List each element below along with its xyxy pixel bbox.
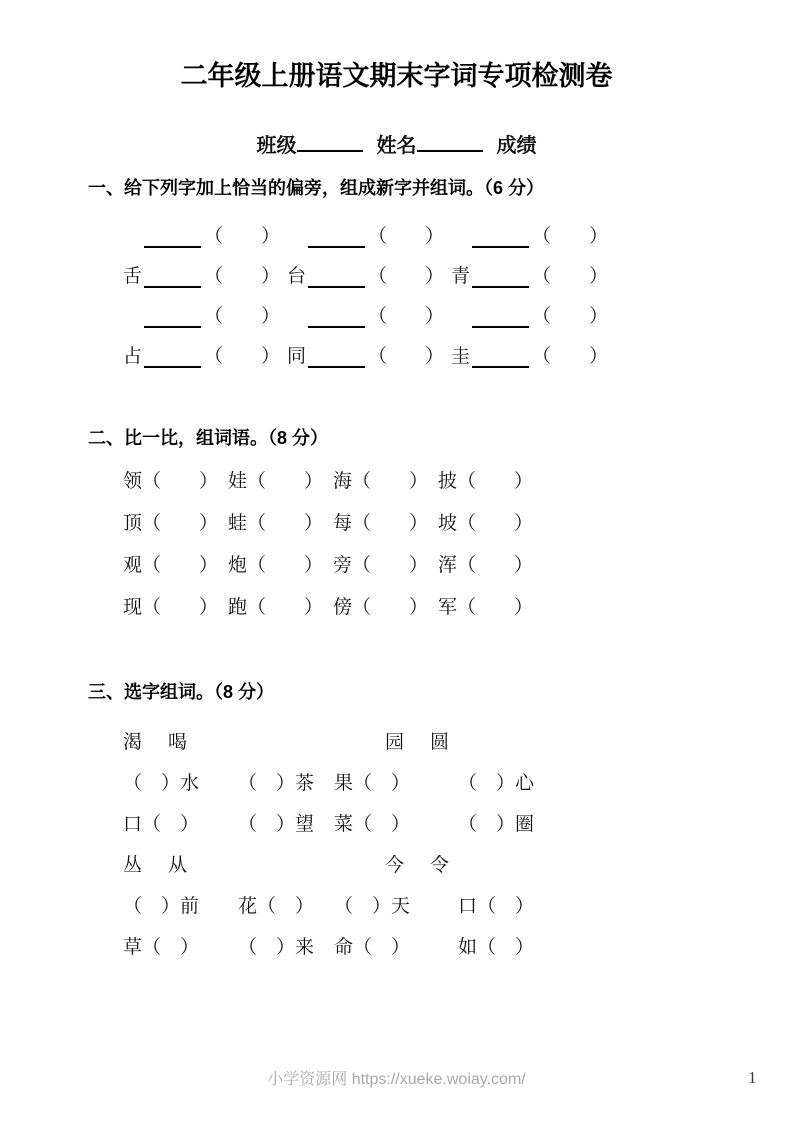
paren-blank: （ ） bbox=[204, 225, 281, 247]
compare-char: 现 bbox=[123, 596, 143, 618]
word-cell: 命（ ） bbox=[334, 937, 411, 958]
prefix-char: 舌 bbox=[123, 265, 143, 287]
compare-item bbox=[438, 466, 543, 493]
word-row bbox=[123, 925, 793, 966]
prefix-char: 青 bbox=[451, 265, 471, 287]
section-1-heading: 一、给下列字加上恰当的偏旁，组成新字并组词。（6 分） bbox=[88, 178, 545, 198]
footer-site-text: 小学资源网 https://xueke.woiay.com/ bbox=[267, 1071, 526, 1088]
section-3-heading: 三、选字组词。（8 分） bbox=[88, 682, 275, 702]
section-3-rows bbox=[123, 720, 793, 966]
choice-row bbox=[123, 720, 793, 761]
fill-item bbox=[451, 261, 615, 288]
compare-item bbox=[333, 508, 438, 535]
class-label: 班级 bbox=[256, 135, 297, 157]
word-row bbox=[123, 761, 793, 802]
paren-blank: （ ） bbox=[368, 265, 445, 287]
paren-blank: （ ） bbox=[532, 345, 609, 367]
answer-blank-line bbox=[308, 266, 365, 288]
compare-item bbox=[123, 508, 228, 535]
fill-row bbox=[123, 254, 793, 294]
student-info-line bbox=[0, 129, 793, 158]
compare-char: 观 bbox=[123, 554, 143, 576]
prefix-char: 占 bbox=[123, 345, 143, 367]
choice-char: 园 bbox=[385, 732, 405, 753]
word-cell: 菜（ ） bbox=[334, 814, 411, 835]
section-2-heading: 二、比一比，组词语。（8 分） bbox=[88, 428, 329, 448]
paren-blank: （ ） bbox=[142, 554, 219, 576]
compare-item bbox=[333, 592, 438, 619]
compare-char: 坡 bbox=[438, 512, 458, 534]
answer-blank-line bbox=[308, 226, 365, 248]
word-cell: （ ）圈 bbox=[458, 814, 535, 835]
paren-blank: （ ） bbox=[247, 470, 324, 492]
paren-blank: （ ） bbox=[532, 305, 609, 327]
paren-blank: （ ） bbox=[352, 470, 429, 492]
word-row bbox=[123, 884, 793, 925]
fill-item bbox=[123, 221, 287, 248]
compare-char: 顶 bbox=[123, 512, 143, 534]
name-label: 姓名 bbox=[376, 135, 417, 157]
compare-item bbox=[333, 550, 438, 577]
page-number: 1 bbox=[748, 1068, 757, 1087]
prefix-char: 同 bbox=[287, 345, 307, 367]
answer-blank-line bbox=[144, 346, 201, 368]
word-cell: 口（ ） bbox=[123, 814, 200, 835]
compare-char: 披 bbox=[438, 470, 458, 492]
answer-blank-line bbox=[144, 306, 201, 328]
compare-item bbox=[228, 508, 333, 535]
fill-item bbox=[451, 221, 615, 248]
paren-blank: （ ） bbox=[352, 596, 429, 618]
word-cell: （ ）茶 bbox=[238, 773, 315, 794]
paren-blank: （ ） bbox=[204, 345, 281, 367]
compare-char: 炮 bbox=[228, 554, 248, 576]
choice-char: 圆 bbox=[430, 732, 450, 753]
fill-row bbox=[123, 334, 793, 374]
answer-blank-line bbox=[308, 306, 365, 328]
compare-row bbox=[123, 584, 793, 626]
choice-row bbox=[123, 843, 793, 884]
compare-row bbox=[123, 542, 793, 584]
section-1-rows bbox=[123, 214, 793, 374]
paren-blank: （ ） bbox=[352, 512, 429, 534]
fill-item bbox=[123, 341, 287, 368]
compare-item bbox=[123, 466, 228, 493]
name-blank-line bbox=[417, 130, 483, 152]
word-cell: 花（ ） bbox=[238, 896, 315, 917]
choice-char: 渴 bbox=[123, 732, 143, 753]
fill-item bbox=[287, 221, 451, 248]
compare-item bbox=[333, 466, 438, 493]
compare-char: 浑 bbox=[438, 554, 458, 576]
compare-item bbox=[438, 508, 543, 535]
fill-row bbox=[123, 214, 793, 254]
paren-blank: （ ） bbox=[142, 596, 219, 618]
compare-char: 娃 bbox=[228, 470, 248, 492]
compare-char: 跑 bbox=[228, 596, 248, 618]
paren-blank: （ ） bbox=[368, 345, 445, 367]
choice-char: 今 bbox=[385, 855, 405, 876]
word-cell: （ ）望 bbox=[238, 814, 315, 835]
paren-blank: （ ） bbox=[247, 596, 324, 618]
fill-item bbox=[123, 261, 287, 288]
fill-item bbox=[451, 341, 615, 368]
paren-blank: （ ） bbox=[457, 596, 534, 618]
compare-item bbox=[228, 550, 333, 577]
page-title: 二年级上册语文期末字词专项检测卷 bbox=[180, 61, 613, 91]
fill-item bbox=[123, 301, 287, 328]
word-cell: 口（ ） bbox=[458, 896, 535, 917]
compare-char: 每 bbox=[333, 512, 353, 534]
compare-item bbox=[438, 550, 543, 577]
word-row bbox=[123, 802, 793, 843]
fill-item bbox=[287, 301, 451, 328]
compare-item bbox=[228, 466, 333, 493]
answer-blank-line bbox=[144, 266, 201, 288]
paren-blank: （ ） bbox=[352, 554, 429, 576]
class-blank-line bbox=[297, 130, 363, 152]
answer-blank-line bbox=[472, 306, 529, 328]
compare-char: 傍 bbox=[333, 596, 353, 618]
paren-blank: （ ） bbox=[457, 554, 534, 576]
word-cell: （ ）水 bbox=[123, 773, 200, 794]
paren-blank: （ ） bbox=[532, 265, 609, 287]
answer-blank-line bbox=[472, 266, 529, 288]
answer-blank-line bbox=[308, 346, 365, 368]
compare-item bbox=[123, 592, 228, 619]
compare-char: 蛙 bbox=[228, 512, 248, 534]
compare-row bbox=[123, 500, 793, 542]
choice-char: 从 bbox=[168, 855, 188, 876]
compare-item bbox=[228, 592, 333, 619]
fill-item bbox=[287, 341, 451, 368]
compare-row bbox=[123, 458, 793, 500]
choice-char: 丛 bbox=[123, 855, 143, 876]
section-1 bbox=[88, 174, 793, 374]
prefix-char: 圭 bbox=[451, 345, 471, 367]
word-cell: （ ）来 bbox=[238, 937, 315, 958]
section-3 bbox=[88, 678, 793, 966]
word-cell: （ ）前 bbox=[123, 896, 200, 917]
word-cell: （ ）心 bbox=[458, 773, 535, 794]
paren-blank: （ ） bbox=[368, 225, 445, 247]
section-2-rows bbox=[123, 458, 793, 626]
paren-blank: （ ） bbox=[457, 512, 534, 534]
answer-blank-line bbox=[144, 226, 201, 248]
compare-char: 旁 bbox=[333, 554, 353, 576]
fill-row bbox=[123, 294, 793, 334]
paren-blank: （ ） bbox=[368, 305, 445, 327]
prefix-char: 台 bbox=[287, 265, 307, 287]
paren-blank: （ ） bbox=[247, 512, 324, 534]
compare-char: 海 bbox=[333, 470, 353, 492]
compare-item bbox=[123, 550, 228, 577]
choice-char: 喝 bbox=[168, 732, 188, 753]
paren-blank: （ ） bbox=[142, 470, 219, 492]
paren-blank: （ ） bbox=[204, 265, 281, 287]
word-cell: 果（ ） bbox=[334, 773, 411, 794]
answer-blank-line bbox=[472, 226, 529, 248]
word-cell: 如（ ） bbox=[458, 937, 535, 958]
word-cell: 草（ ） bbox=[123, 937, 200, 958]
paren-blank: （ ） bbox=[142, 512, 219, 534]
compare-char: 军 bbox=[438, 596, 458, 618]
paren-blank: （ ） bbox=[247, 554, 324, 576]
fill-item bbox=[451, 301, 615, 328]
compare-item bbox=[438, 592, 543, 619]
section-2 bbox=[88, 424, 793, 626]
paren-blank: （ ） bbox=[204, 305, 281, 327]
word-cell: （ ）天 bbox=[334, 896, 411, 917]
paren-blank: （ ） bbox=[532, 225, 609, 247]
paren-blank: （ ） bbox=[457, 470, 534, 492]
compare-char: 领 bbox=[123, 470, 143, 492]
choice-char: 令 bbox=[430, 855, 450, 876]
score-label: 成绩 bbox=[496, 135, 537, 157]
fill-item bbox=[287, 261, 451, 288]
answer-blank-line bbox=[472, 346, 529, 368]
